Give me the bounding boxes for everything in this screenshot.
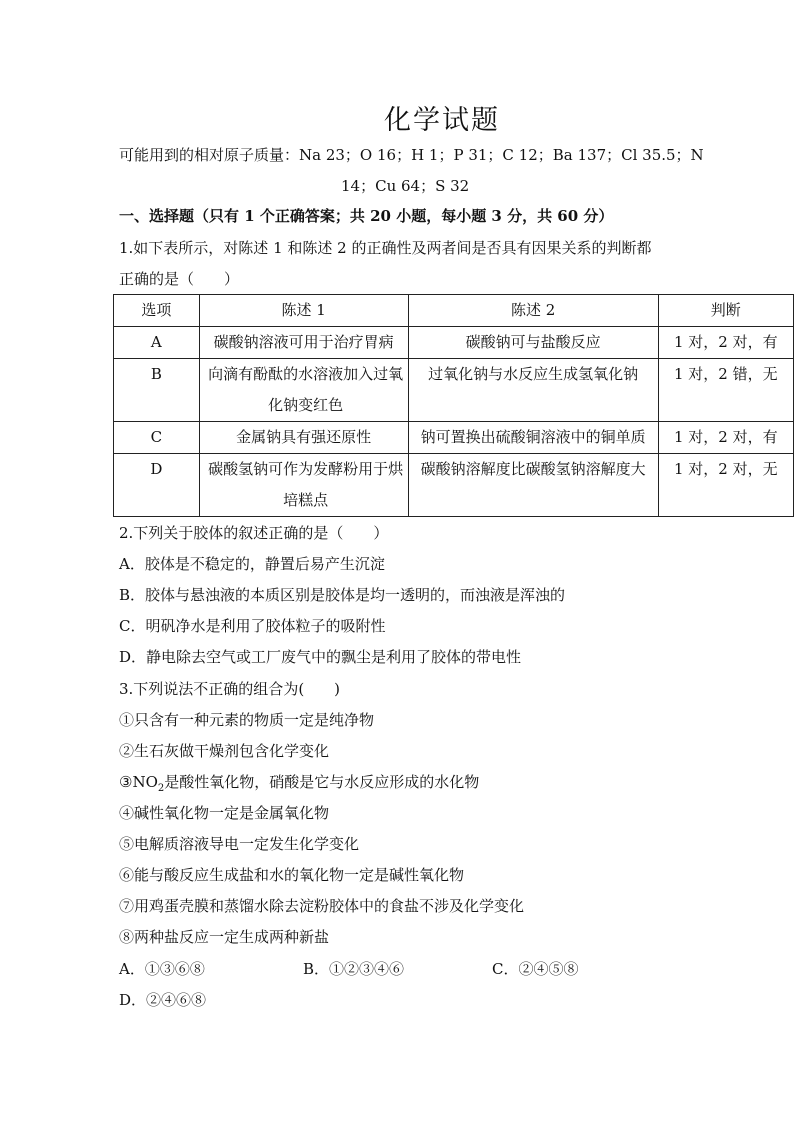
atomic-mass-line-2: 14；Cu 64；S 32 <box>341 177 470 195</box>
atomic-mass-line-1: 可能用到的相对原子质量：Na 23；O 16；H 1；P 31；C 12；Ba 137；Cl 35.5；N <box>119 146 704 164</box>
row-statement-1: 金属钠具有强还原性 <box>199 422 408 454</box>
q3-item-2: ②生石灰做干燥剂包含化学变化 <box>119 742 330 760</box>
header-judgement: 判断 <box>658 295 793 327</box>
q2-option-d: D．静电除去空气或工厂废气中的飘尘是利用了胶体的带电性 <box>119 648 522 666</box>
row-option: C <box>114 422 200 454</box>
q3-item-6: ⑥能与酸反应生成盐和水的氧化物一定是碱性氧化物 <box>119 866 465 884</box>
q3-item-3 <box>119 772 479 799</box>
row-judgement: 1 对，2 错，无 <box>658 359 793 422</box>
row-judgement: 1 对，2 对，有 <box>658 422 793 454</box>
row-statement-1: 碳酸氢钠可作为发酵粉用于烘培糕点 <box>199 454 408 517</box>
row-judgement: 1 对，2 对，无 <box>658 454 793 517</box>
q2-option-a: A．胶体是不稳定的，静置后易产生沉淀 <box>119 555 385 573</box>
q3-stem: 3.下列说法不正确的组合为( ) <box>119 680 341 698</box>
q2-stem: 2.下列关于胶体的叙述正确的是（ ） <box>119 524 389 542</box>
q1-stem-line-1: 1.如下表所示，对陈述 1 和陈述 2 的正确性及两者间是否具有因果关系的判断都 <box>119 239 652 257</box>
q3-item-3-head: ③NO <box>119 773 158 791</box>
q3-item-4: ④碱性氧化物一定是金属氧化物 <box>119 804 330 822</box>
table-row <box>114 422 794 454</box>
q3-item-7: ⑦用鸡蛋壳膜和蒸馏水除去淀粉胶体中的食盐不涉及化学变化 <box>119 897 525 915</box>
q3-item-3-tail: 是酸性氧化物，硝酸是它与水反应形成的水化物 <box>164 773 480 791</box>
page-title: 化学试题 <box>384 105 500 136</box>
table-header-row <box>114 295 794 327</box>
q2-option-c: C．明矾净水是利用了胶体粒子的吸附性 <box>119 617 386 635</box>
q2-option-b: B．胶体与悬浊液的本质区别是胶体是均一透明的，而浊液是浑浊的 <box>119 586 566 604</box>
table-row <box>114 454 794 517</box>
row-statement-2: 钠可置换出硫酸铜溶液中的铜单质 <box>408 422 658 454</box>
q3-item-1: ①只含有一种元素的物质一定是纯净物 <box>119 711 375 729</box>
row-option: B <box>114 359 200 422</box>
q3-item-5: ⑤电解质溶液导电一定发生化学变化 <box>119 835 360 853</box>
row-statement-2: 碳酸钠溶解度比碳酸氢钠溶解度大 <box>408 454 658 517</box>
row-option: A <box>114 327 200 359</box>
header-statement-2: 陈述 2 <box>408 295 658 327</box>
row-option: D <box>114 454 200 517</box>
q1-stem-line-2: 正确的是（ ） <box>119 270 240 288</box>
q1-table <box>113 294 794 517</box>
header-option: 选项 <box>114 295 200 327</box>
row-statement-1: 碳酸钠溶液可用于治疗胃病 <box>199 327 408 359</box>
row-judgement: 1 对，2 对，有 <box>658 327 793 359</box>
row-statement-1: 向滴有酚酞的水溶液加入过氧化钠变红色 <box>199 359 408 422</box>
q3-option-d: D．②④⑥⑧ <box>119 991 207 1009</box>
q3-option-b: B．①②③④⑥ <box>303 960 405 978</box>
q3-option-c: C．②④⑤⑧ <box>492 960 579 978</box>
section-heading: 一、选择题（只有 1 个正确答案；共 20 小题，每小题 3 分，共 60 分） <box>119 207 614 225</box>
q3-item-8: ⑧两种盐反应一定生成两种新盐 <box>119 928 330 946</box>
q3-option-a: A．①③⑥⑧ <box>119 960 205 978</box>
q3-item-3-subscript: 2 <box>157 783 165 794</box>
table-row <box>114 359 794 422</box>
row-statement-2: 碳酸钠可与盐酸反应 <box>408 327 658 359</box>
table-row <box>114 327 794 359</box>
header-statement-1: 陈述 1 <box>199 295 408 327</box>
row-statement-2: 过氧化钠与水反应生成氢氧化钠 <box>408 359 658 422</box>
